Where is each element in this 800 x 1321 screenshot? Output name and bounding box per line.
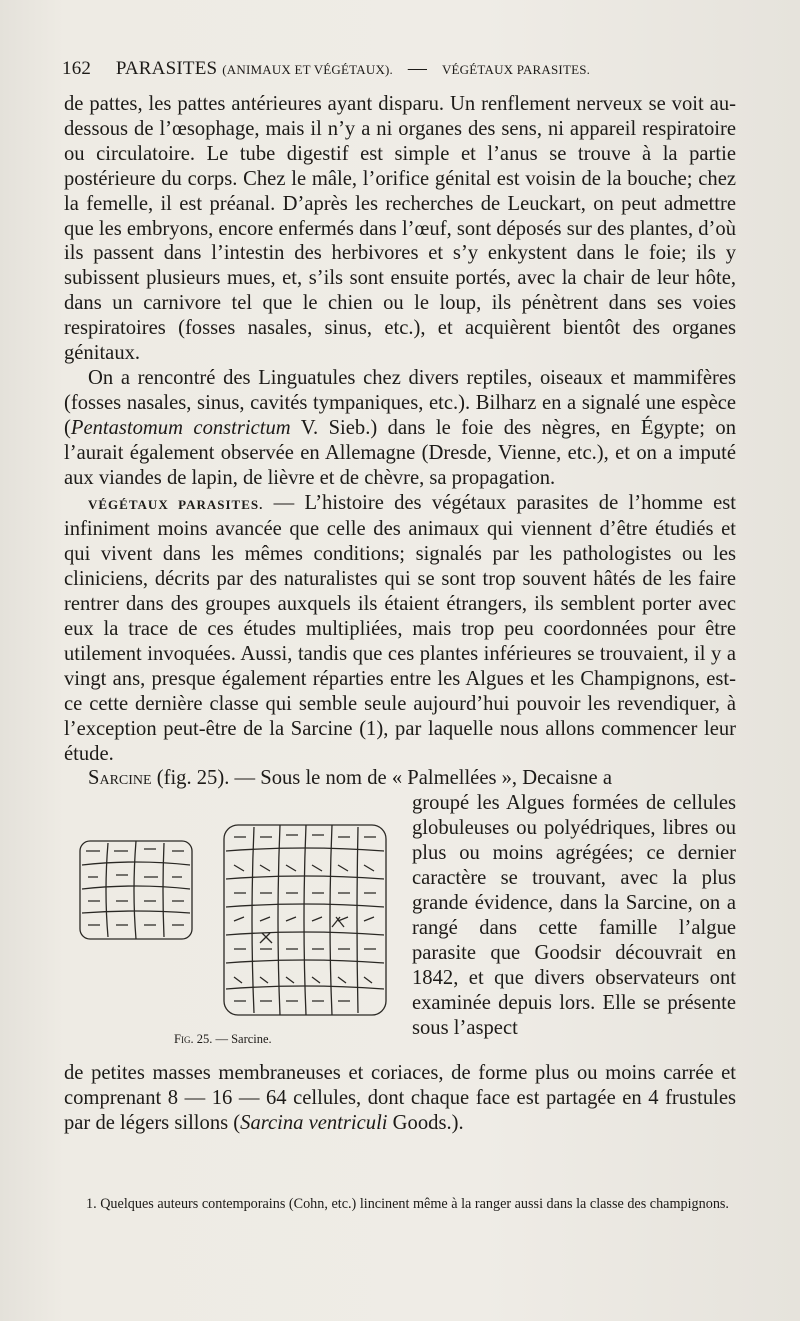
paragraph-sarcine-tail xyxy=(64,1061,736,1136)
paragraph-text: V. Sieb.) dans le foie des nègres, en Égypte; on l’aurait également observée en Allemagne (Dresde, Vienne, etc.), et on a imputé aux viandes de lapin, de lièvre et de chèvre, sa propagation. xyxy=(64,416,736,489)
running-head xyxy=(62,58,730,80)
species-name: Sarcina ventriculi xyxy=(240,1112,388,1135)
paragraph-sarcine-lead xyxy=(64,766,736,791)
footnote xyxy=(64,1196,736,1213)
species-name: Pentastomum constrictum xyxy=(70,416,291,439)
header-title: PARASITES xyxy=(115,58,218,79)
figure-caption-text: — Sarcine. xyxy=(212,1032,272,1047)
figure-caption xyxy=(174,1027,272,1052)
paragraph-text: de petites masses membraneuses et coriaces, de forme plus ou moins carrée et comprenant 8 — 16 — 64 cellules, dont chaque face est partagée en 4 frustules par de légers sillons ( xyxy=(64,1062,736,1135)
header-subtitle: (ANIMAUX ET VÉGÉTAUX). xyxy=(222,62,394,77)
paragraph-text: Goods.). xyxy=(387,1112,464,1135)
section-rubric: VÉGÉTAUX PARASITES. xyxy=(88,496,264,512)
paragraph-linguatules-hosts xyxy=(64,366,736,491)
paragraph-text: — L’histoire des végétaux parasites de l’homme est infiniment moins avancée que celle des animaux qui viennent d’être étudiés et qui vivent dans les mêmes conditions; signalés par les pathologistes ou les cliniciens, décrits par des naturalistes qui se sont trop souvent hâtés de les faire rentrer dans des groupes auxquels ils étaient étrangers, ils semblent porter avec eux la trace de ces études multipliées, mais trop peu coordonnées pour être utilement invoquées. Aussi, tandis que ces plantes inférieures se trouvaient, il y a vingt ans, presque également réparties entre les Algues et les Champignons, est-ce cette dernière classe qui semble seule aujourd’hui pouvoir les revendiquer, à l’exception peut-être de la Sarcine (1), par laquelle nous allons commencer leur étude. xyxy=(64,491,737,765)
figure-25 xyxy=(64,791,412,1061)
footnote-number: 1. xyxy=(86,1196,97,1212)
paragraph-text: (fig. 25). — Sous le nom de « Palmellées », Decaisne a xyxy=(151,767,612,790)
body-text xyxy=(64,92,736,1136)
section-heading-sarcine: Sarcine xyxy=(88,767,152,790)
footnote-text: Quelques auteurs contemporains (Cohn, etc.) lincinent même à la ranger aussi dans la classe des champignons. xyxy=(96,1196,729,1212)
header-section: VÉGÉTAUX PARASITES. xyxy=(441,62,591,77)
figure-row xyxy=(64,791,736,1061)
sarcina-illustration xyxy=(74,821,404,1021)
paragraph-linguatules-anatomy: de pattes, les pattes antérieures ayant disparu. Un renflement nerveux se voit au-dessous de l’œsophage, mais il n’y a ni organes des sens, ni appareil respiratoire ou circulatoire. Le tube digestif est simple et l’anus se trouve à la partie postérieure du corps. Chez le mâle, l’orifice génital est voisin de la bouche; chez la femelle, il est préanal. D’après les recherches de Leuckart, on peut admettre que les embryons, encore enfermés dans l’œuf, sont déposés sur des plantes, d’où ils passent dans l’intestin des herbivores et s’y enkystent dans le foie; ils y subissent plusieurs mues, et, s’ils sont ensuite portés, avec la chair de leur hôte, dans un carnivore tel que le chien ou le loup, ils pénètrent dans ses voies respiratoires (fosses nasales, sinus, etc.), et acquièrent bientôt des organes génitaux. xyxy=(64,93,736,365)
header-dash: — xyxy=(407,58,428,79)
paragraph-text: On a rencontré des Linguatules chez divers reptiles, oiseaux et mammifères (fosses nasales, sinus, cavités tympaniques, etc.). Bilharz en a signalé une espèce ( xyxy=(64,366,736,439)
figure-label: Fig. 25. xyxy=(174,1032,213,1047)
paragraph-sarcine-side: groupé les Algues formées de cellules globuleuses ou polyédriques, libres ou plus ou moins agrégées; ce dernier caractère se trouvant, avec la plus grande évidence, dans la Sarcine, on a rangé dans cette famille l’algue parasite que Goodsir découvrait en 1842, et que divers observateurs ont examinée depuis lors. Elle se présente sous l’aspect xyxy=(412,792,736,1039)
page-number: 162 xyxy=(62,58,92,79)
paragraph-vegetaux-parasites xyxy=(64,491,736,767)
